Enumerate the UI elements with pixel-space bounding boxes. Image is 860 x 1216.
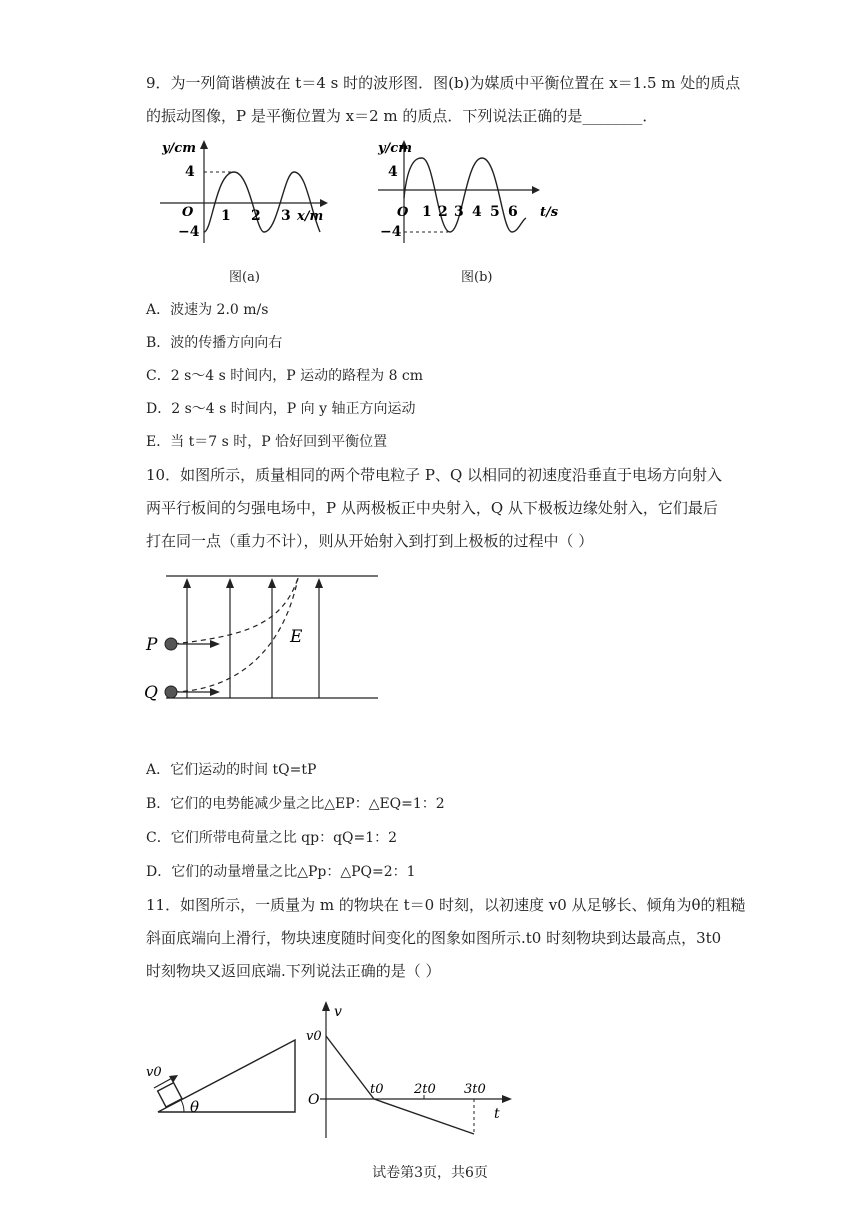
q10-line3: 打在同一点（重力不计），则从开始射入到打到上极板的过程中（ ） (146, 532, 594, 550)
fig-a-ylabel: y/cm (162, 141, 196, 156)
page-footer: 试卷第3页，共6页 (372, 1165, 488, 1181)
fig-a-ypos: 4 (185, 164, 195, 180)
label-v: v (334, 1004, 342, 1020)
fig-b-caption: 图(b) (461, 270, 493, 285)
fig-b-tick-1: 1 (422, 204, 432, 220)
fig-b-tick-3: 3 (454, 204, 464, 220)
label-p: P (146, 635, 158, 655)
label-e: E (290, 627, 303, 647)
q9-option-c: C．2 s～4 s 时间内，P 运动的路程为 8 cm (146, 368, 424, 384)
fig-b-tick-4: 4 (472, 204, 482, 220)
fig-a-origin: O (182, 205, 194, 220)
label-t: t (494, 1106, 500, 1122)
q10-option-a: A．它们运动的时间 tQ=tP (146, 762, 317, 778)
q9-option-b: B．波的传播方向向右 (146, 335, 283, 351)
q11-incline-figure (140, 1030, 310, 1120)
fig-a-xlabel: x/m (297, 209, 324, 224)
fig-a-tick-1: 1 (221, 208, 231, 224)
fig-b-yneg: −4 (380, 224, 402, 240)
fig-a-tick-3: 3 (281, 208, 291, 224)
q11-line1: 11．如图所示，一质量为 m 的物块在 t＝0 时刻，以初速度 v0 从足够长、倾角为θ的粗糙 (146, 896, 746, 914)
q10-option-c: C．它们所带电荷量之比 qp：qQ=1：2 (146, 830, 398, 846)
q9-line2: 的振动图像，P 是平衡位置为 x＝2 m 的质点．下列说法正确的是________． (146, 107, 658, 125)
fig-b-tick-5: 5 (490, 204, 500, 220)
fig-b-tick-6: 6 (508, 204, 518, 220)
q10-option-d: D．它们的动量增量之比△Pp：△PQ=2：1 (146, 864, 416, 880)
q9-line1: 9．为一列简谐横波在 t＝4 s 时的波形图．图(b)为媒质中平衡位置在 x＝1.5 m 处的质点 (146, 74, 741, 92)
q11-line3: 时刻物块又返回底端.下列说法正确的是（ ） (146, 962, 441, 980)
label-v0: v0 (146, 1065, 162, 1080)
label-q: Q (144, 683, 158, 703)
fig-a-yneg: −4 (178, 224, 200, 240)
q9-option-e: E．当 t＝7 s 时，P 恰好回到平衡位置 (146, 434, 388, 450)
q9-figure-b (378, 138, 568, 248)
fig-a-caption: 图(a) (229, 270, 260, 285)
q11-line2: 斜面底端向上滑行，物块速度随时间变化的图象如图所示.t0 时刻物块到达最高点，3t0 (146, 929, 722, 947)
q10-option-b: B．它们的电势能减少量之比△EP：△EQ=1：2 (146, 796, 445, 812)
label-3t0: 3t0 (464, 1082, 486, 1097)
label-theta: θ (190, 1098, 200, 1116)
label-origin: O (308, 1092, 320, 1108)
q9-option-a: A．波速为 2.0 m/s (146, 302, 269, 318)
fig-a-tick-2: 2 (251, 208, 261, 224)
fig-b-xlabel: t/s (540, 205, 559, 220)
label-2t0: 2t0 (414, 1082, 436, 1097)
fig-b-ypos: 4 (388, 164, 398, 180)
q10-line1: 10．如图所示，质量相同的两个带电粒子 P、Q 以相同的初速度沿垂直于电场方向射入 (146, 466, 723, 484)
fig-b-ylabel: y/cm (378, 141, 412, 156)
q10-figure (142, 566, 382, 706)
q9-figure-a (160, 138, 330, 248)
q11-vt-graph (300, 998, 520, 1143)
fig-b-origin: O (397, 205, 409, 220)
label-t0: t0 (370, 1082, 384, 1097)
q9-option-d: D．2 s～4 s 时间内，P 向 y 轴正方向运动 (146, 401, 416, 417)
label-v0-axis: v0 (306, 1029, 322, 1044)
fig-b-tick-2: 2 (438, 204, 448, 220)
q10-line2: 两平行板间的匀强电场中，P 从两极板正中央射入，Q 从下极板边缘处射入，它们最后 (146, 499, 718, 517)
